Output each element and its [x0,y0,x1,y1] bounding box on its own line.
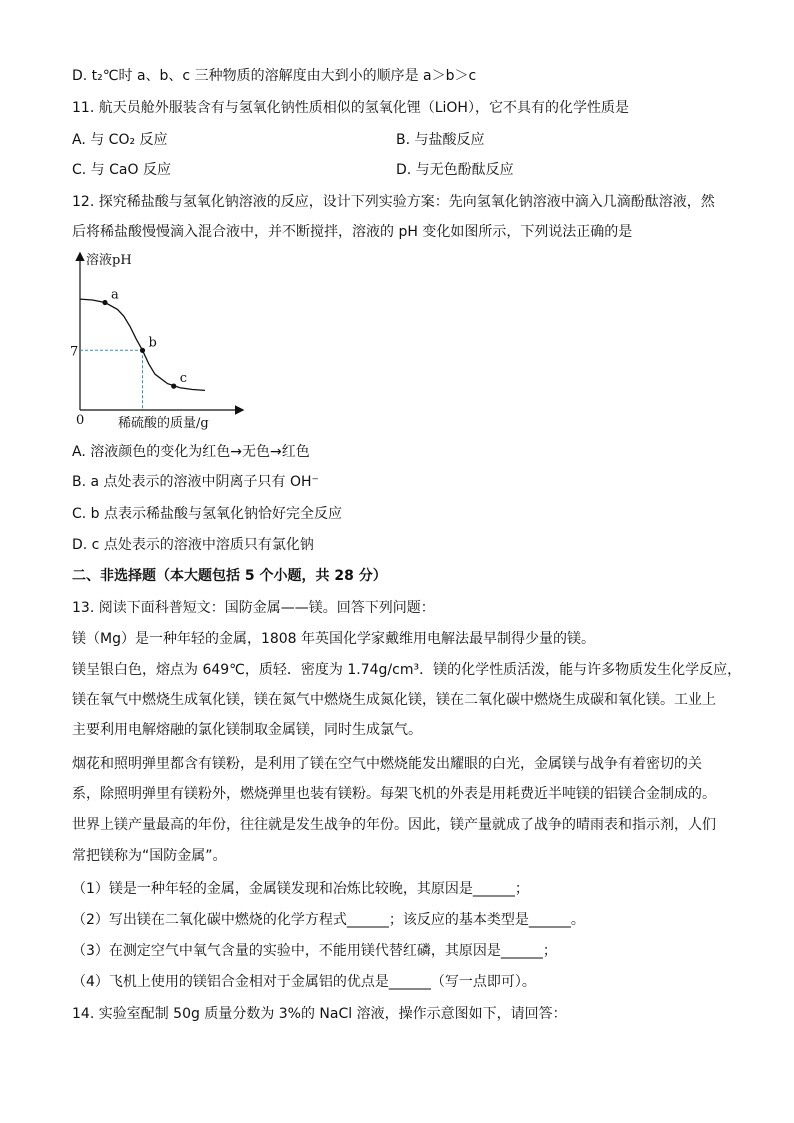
q13-subquestion-1: （1）镁是一种年轻的金属，金属镁发现和冶炼比较晚，其原因是______； [72,881,529,897]
q13-subquestion-4: （4）飞机上使用的镁铝合金相对于金属铝的优点是______（写一点即可）。 [72,974,536,990]
point-label-a: a [111,287,119,303]
q13-subquestion-3: （3）在测定空气中氧气含量的实验中，不能用镁代替红磷，其原因是______； [72,943,557,959]
y-tick-label-7: 7 [70,344,79,360]
question-12-line1: 12. 探究稀盐酸与氢氧化钠溶液的反应，设计下列实验方案：先向氢氧化钠溶液中滴入几滴酚酞溶液，然 [72,194,715,210]
ph-curve-chart [66,250,256,432]
paragraph-3-line4: 常把镁称为“国防金属”。 [72,848,227,864]
question-11: 11. 航天员舱外服装含有与氢氧化钠性质相似的氢氧化锂（LiOH），它不具有的化学性质是 [72,100,629,116]
q11-option-c: C. 与 CaO 反应 [72,162,171,178]
q12-option-b: B. a 点处表示的溶液中阴离子只有 OH⁻ [72,474,319,490]
q12-option-a: A. 溶液颜色的变化为红色→无色→红色 [72,444,310,460]
point-c [171,384,176,389]
q11-option-a: A. 与 CO₂ 反应 [72,132,168,148]
q12-option-d: D. c 点处表示的溶液中溶质只有氯化钠 [72,537,314,553]
paragraph-2-line3: 主要利用电解熔融的氯化镁制取金属镁，同时生成氯气。 [72,722,422,738]
point-label-c: c [179,371,188,387]
q12-option-c: C. b 点表示稀盐酸与氢氧化钠恰好完全反应 [72,506,343,522]
section-2-heading: 二、非选择题（本大题包括 5 个小题，共 28 分） [72,568,387,584]
point-label-b: b [148,335,157,351]
paragraph-1: 镁（Mg）是一种年轻的金属，1808 年英国化学家戴维用电解法最早制得少量的镁。 [72,631,596,647]
point-a [102,300,107,305]
question-13-intro: 13. 阅读下面科普短文：国防金属——镁。回答下列问题： [72,600,435,616]
point-b [140,348,145,353]
paragraph-2-line2: 镁在氧气中燃烧生成氧化镁，镁在氮气中燃烧生成氮化镁，镁在二氧化碳中燃烧生成碳和氧化镁。工业上 [72,692,716,708]
q13-subquestion-2: （2）写出镁在二氧化碳中燃烧的化学方程式______；该反应的基本类型是______。 [72,912,585,928]
paragraph-2-line1: 镁呈银白色，熔点为 649℃，质轻．密度为 1.74g/cm³．镁的化学性质活泼，能与许多物质发生化学反应， [72,662,742,678]
option-d-prev: D. t₂℃时 a、b、c 三种物质的溶解度由大到小的顺序是 a＞b＞c [72,68,477,84]
question-12-line2: 后将稀盐酸慢慢滴入混合液中，并不断搅拌，溶液的 pH 变化如图所示，下列说法正确的是 [72,224,633,240]
q11-option-d: D. 与无色酚酞反应 [396,162,514,178]
x-axis-label: 稀硫酸的质量/g [118,416,209,431]
question-14: 14. 实验室配制 50g 质量分数为 3%的 NaCl 溶液，操作示意图如下，请回答： [72,1006,567,1022]
origin-label: 0 [76,413,85,428]
paragraph-3-line3: 世界上镁产量最高的年份，往往就是发生战争的年份。因此，镁产量就成了战争的晴雨表和指示剂，人们 [72,817,716,833]
paragraph-3-line1: 烟花和照明弹里都含有镁粉，是利用了镁在空气中燃烧能发出耀眼的白光，金属镁与战争有着密切的关 [72,756,702,772]
q11-option-b: B. 与盐酸反应 [396,132,485,148]
paragraph-3-line2: 系，除照明弹里有镁粉外，燃烧弹里也装有镁粉。每架飞机的外表是用耗费近半吨镁的铝镁合金制成的。 [72,786,716,802]
y-axis-label: 溶液pH [86,253,132,268]
